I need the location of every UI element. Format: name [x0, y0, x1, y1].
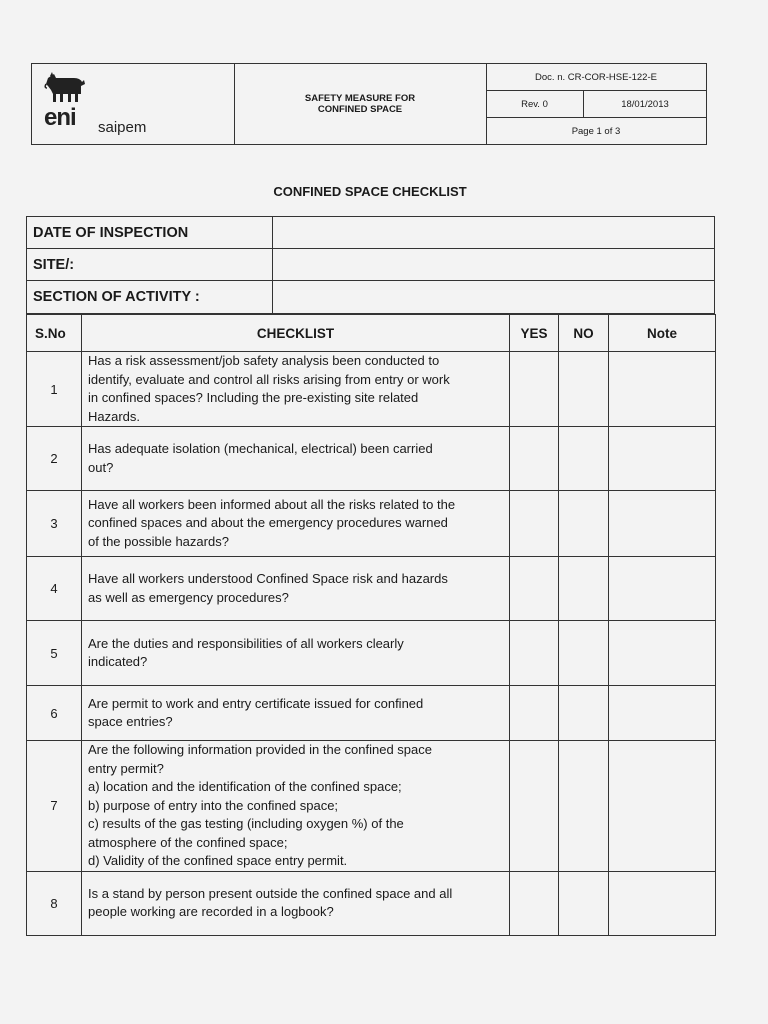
- row-number: 4: [27, 557, 82, 621]
- question-line: in confined spaces? Including the pre-existing site related: [88, 390, 419, 405]
- question-line: Has adequate isolation (mechanical, electrical) been carried: [88, 441, 433, 456]
- question-line: indicated?: [88, 654, 148, 669]
- checklist-question: [82, 491, 510, 557]
- table-row: [27, 741, 716, 872]
- column-header-checklist: CHECKLIST: [82, 315, 510, 352]
- yes-cell[interactable]: [510, 352, 559, 427]
- question-line: d) Validity of the confined space entry permit.: [88, 853, 348, 868]
- no-cell[interactable]: [559, 557, 609, 621]
- question-line: Has a risk assessment/job safety analysis been conducted to: [88, 353, 440, 368]
- row-number: 1: [27, 352, 82, 427]
- question-line: Have all workers understood Confined Space risk and hazards: [88, 571, 448, 586]
- question-line: entry permit?: [88, 760, 164, 776]
- site-label: SITE/:: [27, 249, 273, 280]
- row-number: 5: [27, 621, 82, 686]
- column-header-yes: YES: [510, 315, 559, 352]
- note-cell[interactable]: [609, 871, 716, 935]
- yes-cell[interactable]: [510, 427, 559, 491]
- table-header-row: [27, 315, 716, 352]
- header-title-line1: SAFETY MEASURE FOR: [304, 92, 416, 104]
- checklist-question: [82, 741, 510, 872]
- column-header-no: NO: [559, 315, 609, 352]
- no-cell[interactable]: [559, 352, 609, 427]
- column-header-note: Note: [609, 315, 716, 352]
- question-line: space entries?: [88, 714, 173, 729]
- question-line: as well as emergency procedures?: [88, 589, 289, 605]
- no-cell[interactable]: [559, 621, 609, 686]
- column-header-sno: S.No: [27, 315, 82, 352]
- yes-cell[interactable]: [510, 686, 559, 741]
- no-cell[interactable]: [559, 741, 609, 872]
- checklist-question: [82, 352, 510, 427]
- table-row: [27, 427, 716, 491]
- question-line: atmosphere of the confined space;: [88, 834, 288, 850]
- checklist-question: [82, 557, 510, 621]
- section-of-activity-label: SECTION OF ACTIVITY :: [27, 281, 273, 313]
- header-meta: [486, 64, 706, 144]
- header-title: [234, 64, 487, 144]
- note-cell[interactable]: [609, 621, 716, 686]
- section-of-activity-field[interactable]: [273, 281, 714, 313]
- question-line: b) purpose of entry into the confined space;: [88, 797, 339, 813]
- checklist-question: [82, 621, 510, 686]
- no-cell[interactable]: [559, 686, 609, 741]
- header-title-line2: CONFINED SPACE: [317, 104, 403, 115]
- revision: Rev. 0: [486, 91, 584, 118]
- question-line: Are the following information provided in the confined space: [88, 742, 432, 757]
- no-cell[interactable]: [559, 871, 609, 935]
- six-legged-dog-icon: [44, 72, 86, 106]
- site-field[interactable]: [273, 249, 714, 280]
- question-line: Is a stand by person present outside the confined space and all: [88, 885, 453, 901]
- note-cell[interactable]: [609, 352, 716, 427]
- document-header: [31, 63, 707, 145]
- question-line: Have all workers been informed about all the risks related to the: [88, 496, 456, 512]
- row-number: 6: [27, 686, 82, 741]
- company-logo: [32, 64, 235, 144]
- saipem-logo-text: saipem: [98, 119, 147, 136]
- page-number: Page 1 of 3: [571, 125, 621, 137]
- document-title: CONFINED SPACE CHECKLIST: [273, 184, 467, 199]
- eni-logo-text: eni: [44, 104, 76, 131]
- question-line: Are the duties and responsibilities of all workers clearly: [88, 635, 404, 651]
- row-number: 2: [27, 427, 82, 491]
- note-cell[interactable]: [609, 686, 716, 741]
- site-row: [27, 249, 714, 281]
- table-row: [27, 621, 716, 686]
- note-cell[interactable]: [609, 427, 716, 491]
- checklist-question: [82, 686, 510, 741]
- table-row: [27, 686, 716, 741]
- checklist-table: [26, 314, 716, 936]
- row-number: 8: [27, 871, 82, 935]
- revision-date: 18/01/2013: [621, 98, 669, 110]
- no-cell[interactable]: [559, 491, 609, 557]
- table-row: [27, 491, 716, 557]
- checklist-question: [82, 871, 510, 935]
- yes-cell[interactable]: [510, 871, 559, 935]
- checklist-question: [82, 427, 510, 491]
- note-cell[interactable]: [609, 557, 716, 621]
- yes-cell[interactable]: [510, 557, 559, 621]
- date-of-inspection-label: DATE OF INSPECTION: [27, 217, 273, 248]
- note-cell[interactable]: [609, 741, 716, 872]
- question-line: a) location and the identification of the confined space;: [88, 779, 402, 794]
- section-of-activity-row: [27, 281, 714, 313]
- question-line: confined spaces and about the emergency procedures warned: [88, 515, 448, 531]
- table-row: [27, 871, 716, 935]
- yes-cell[interactable]: [510, 741, 559, 872]
- revision-row: [486, 91, 706, 118]
- question-line: people working are recorded in a logbook?: [88, 904, 334, 919]
- row-number: 3: [27, 491, 82, 557]
- question-line: Are permit to work and entry certificate issued for confined: [88, 695, 424, 711]
- question-line: c) results of the gas testing (including oxygen %) of the: [88, 816, 404, 831]
- row-number: 7: [27, 741, 82, 872]
- doc-number: Doc. n. CR-COR-HSE-122-E: [486, 64, 706, 91]
- table-row: [27, 557, 716, 621]
- question-line: out?: [88, 459, 114, 475]
- table-row: [27, 352, 716, 427]
- question-line: Hazards.: [88, 408, 141, 424]
- no-cell[interactable]: [559, 427, 609, 491]
- date-of-inspection-field[interactable]: [273, 217, 714, 248]
- inspection-info: [26, 216, 715, 314]
- yes-cell[interactable]: [510, 491, 559, 557]
- question-line: of the possible hazards?: [88, 533, 229, 549]
- date-of-inspection-row: [27, 217, 714, 249]
- yes-cell[interactable]: [510, 621, 559, 686]
- note-cell[interactable]: [609, 491, 716, 557]
- question-line: identify, evaluate and control all risks arising from entry or work: [88, 371, 450, 387]
